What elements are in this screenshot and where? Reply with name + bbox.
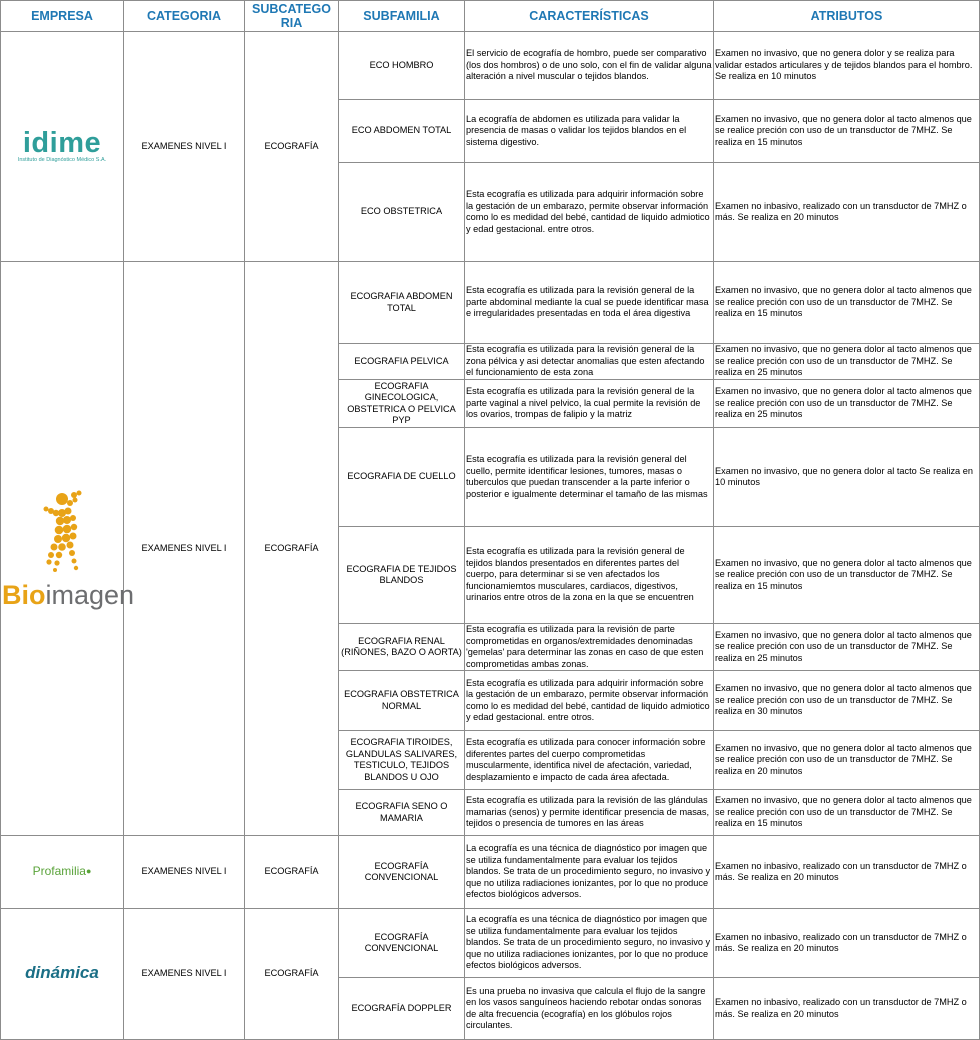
subfamilia-cell: ECOGRAFIA RENAL (RIÑONES, BAZO O AORTA) xyxy=(339,624,465,671)
subfamilia-cell: ECO OBSTETRICA xyxy=(339,163,465,262)
caracteristicas-cell: La ecografía de abdomen es utilizada para validar la presencia de masas o validar los tejidos blandos en el sistema digestivo. xyxy=(465,100,714,163)
atributos-cell: Examen no invasivo, que no genera dolor al tacto almenos que se realice preción con uso de un transductor de 7MHZ. Se realiza en 15 minutos xyxy=(714,262,980,344)
caracteristicas-cell: El servicio de ecografía de hombro, puede ser comparativo (los dos hombros) o de uno solo, con el fin de validar alguna alteración a nivel muscular o tejidos blandos. xyxy=(465,32,714,100)
subfamilia-cell: ECOGRAFÍA CONVENCIONAL xyxy=(339,909,465,978)
caracteristicas-cell: Esta ecografía es utilizada para conocer información sobre diferentes partes del cuerpo comprometidas muscularmente, identifica nivel de afectación, variedad, desplazamiento e impacto de cada área afectada. xyxy=(465,731,714,790)
table-row xyxy=(1,909,980,978)
header-subcategoria: SUBCATEGORIA xyxy=(245,1,339,32)
header-atributos: ATRIBUTOS xyxy=(714,1,980,32)
subfamilia-cell: ECO HOMBRO xyxy=(339,32,465,100)
atributos-cell: Examen no invasivo, que no genera dolor y se realiza para validar estados articulares y de tejidos blandos para el hombro. Se realiza en 10 minutos xyxy=(714,32,980,100)
atributos-cell: Examen no invasivo, que no genera dolor al tacto almenos que se realice preción con uso de un transductor de 7MHZ. Se realiza en 15 minutos xyxy=(714,527,980,624)
atributos-cell: Examen no invasivo, que no genera dolor al tacto almenos que se realice preción con uso de un transductor de 7MHZ. Se realiza en 20 minutos xyxy=(714,731,980,790)
profamilia-logo: Profamilia● xyxy=(1,836,124,909)
subfamilia-cell: ECOGRAFIA GINECOLOGICA, OBSTETRICA O PELVICA PYP xyxy=(339,380,465,428)
categoria-cell: EXAMENES NIVEL I xyxy=(124,836,245,909)
table-row xyxy=(1,262,980,344)
subfamilia-cell: ECOGRAFIA DE CUELLO xyxy=(339,428,465,527)
subcategoria-cell: ECOGRAFÍA xyxy=(245,262,339,836)
subcategoria-cell: ECOGRAFÍA xyxy=(245,32,339,262)
subfamilia-cell: ECOGRAFIA SENO O MAMARIA xyxy=(339,790,465,836)
subfamilia-cell: ECOGRAFIA TIROIDES, GLANDULAS SALIVARES, TESTICULO, TEJIDOS BLANDOS U OJO xyxy=(339,731,465,790)
atributos-cell: Examen no invasivo, que no genera dolor al tacto almenos que se realice preción con uso de un transductor de 7MHZ. Se realiza en 25 minutos xyxy=(714,380,980,428)
idime-logo: idime Instituto de Diagnóstico Médico S.A. xyxy=(1,32,124,262)
bioimagen-logo: Bioimagen xyxy=(1,262,124,836)
caracteristicas-cell: Esta ecografía es utilizada para la revisión de parte comprometidas en organos/extremidades denominadas 'gemelas' para determinar las zonas en caso de que esten comprometidas ambas zonas. xyxy=(465,624,714,671)
caracteristicas-cell: Esta ecografía es utilizada para la revisión general de tejidos blandos presentados en diferentes partes del cuerpo, para determinar si se ven afectados los funcionamiemtos musculares, cardiacos, digestivos, urinarios entre otros de la zona en la que se encuentren xyxy=(465,527,714,624)
caracteristicas-cell: Esta ecografía es utilizada para la revisión general de la zona pélvica y asi detectar anomalias que esten afectando el funcionamiento de esta zona xyxy=(465,344,714,380)
atributos-cell: Examen no invasivo, que no genera dolor al tacto almenos que se realice preción con uso de un transductor de 7MHZ. Se realiza en 25 minutos xyxy=(714,624,980,671)
caracteristicas-cell: Esta ecografía es utilizada para la revisión general de la parte abdominal mediante la cual se puede identificar masa e irregularidades presentadas en toda el área digestiva xyxy=(465,262,714,344)
header-caracteristicas: CARACTERÍSTICAS xyxy=(465,1,714,32)
subfamilia-cell: ECOGRAFIA PELVICA xyxy=(339,344,465,380)
bioimagen-figure-icon xyxy=(32,489,92,579)
atributos-cell: Examen no inbasivo, realizado con un transductor de 7MHZ o más. Se realiza en 20 minutos xyxy=(714,163,980,262)
atributos-cell: Examen no invasivo, que no genera dolor al tacto almenos que se realice preción con uso de un transductor de 7MHZ. Se realiza en 30 minutos xyxy=(714,671,980,731)
header-categoria: CATEGORIA xyxy=(124,1,245,32)
header-row xyxy=(1,1,980,32)
subfamilia-cell: ECOGRAFÍA CONVENCIONAL xyxy=(339,836,465,909)
profamilia-leaf-icon: ● xyxy=(85,865,92,876)
header-empresa: EMPRESA xyxy=(1,1,124,32)
atributos-cell: Examen no inbasivo, realizado con un transductor de 7MHZ o más. Se realiza en 20 minutos xyxy=(714,836,980,909)
dinamica-logo: dinámica xyxy=(1,909,124,1040)
subfamilia-cell: ECOGRAFIA DE TEJIDOS BLANDOS xyxy=(339,527,465,624)
atributos-cell: Examen no invasivo, que no genera dolor al tacto almenos que se realice preción con uso de un transductor de 7MHZ. Se realiza en 25 minutos xyxy=(714,344,980,380)
subfamilia-cell: ECOGRAFIA ABDOMEN TOTAL xyxy=(339,262,465,344)
caracteristicas-cell: Es una prueba no invasiva que calcula el flujo de la sangre en los vasos sanguíneos haciendo rebotar ondas sonoras de alta frecuencia (ecografía) en los glóbulos rojos circulantes. xyxy=(465,978,714,1040)
subfamilia-cell: ECOGRAFÍA DOPPLER xyxy=(339,978,465,1040)
caracteristicas-cell: Esta ecografía es utilizada para la revisión de las glándulas mamarias (senos) y permite identificar presencia de masas, tejidos o presencia de tumores en las áreas xyxy=(465,790,714,836)
atributos-cell: Examen no invasivo, que no genera dolor al tacto Se realiza en 10 minutos xyxy=(714,428,980,527)
categoria-cell: EXAMENES NIVEL I xyxy=(124,909,245,1040)
subfamilia-cell: ECOGRAFIA OBSTETRICA NORMAL xyxy=(339,671,465,731)
header-subfamilia: SUBFAMILIA xyxy=(339,1,465,32)
caracteristicas-cell: Esta ecografía es utilizada para adquirir información sobre la gestación de un embarazo, permite observar información como lo es medidad del bebé, cantidad de liquido admiotico y edad gestacional. entre otros. xyxy=(465,671,714,731)
atributos-cell: Examen no inbasivo, realizado con un transductor de 7MHZ o más. Se realiza en 20 minutos xyxy=(714,978,980,1040)
subfamilia-cell: ECO ABDOMEN TOTAL xyxy=(339,100,465,163)
subcategoria-cell: ECOGRAFÍA xyxy=(245,836,339,909)
caracteristicas-cell: La ecografía es una técnica de diagnóstico por imagen que se utiliza fundamentalmente para evaluar los tejidos blandos. Se trata de un procedimiento seguro, no invasivo y que no utiliza radiaciones ionizantes, por lo que no produce efectos biológicos adversos. xyxy=(465,836,714,909)
categoria-cell: EXAMENES NIVEL I xyxy=(124,262,245,836)
table-row xyxy=(1,836,980,909)
caracteristicas-cell: Esta ecografía es utilizada para la revisión general del cuello, permite identificar lesiones, tumores, masas o tuberculos que puedan transcender a la parte inferior o posterior e igualmente determinar el tamaño de las mismas xyxy=(465,428,714,527)
table-row xyxy=(1,32,980,100)
atributos-cell: Examen no invasivo, que no genera dolor al tacto almenos que se realice preción con uso de un transductor de 7MHZ. Se realiza en 15 minutos xyxy=(714,790,980,836)
categoria-cell: EXAMENES NIVEL I xyxy=(124,32,245,262)
subcategoria-cell: ECOGRAFÍA xyxy=(245,909,339,1040)
atributos-cell: Examen no invasivo, que no genera dolor al tacto almenos que se realice preción con uso de un transductor de 7MHZ. Se realiza en 15 minutos xyxy=(714,100,980,163)
caracteristicas-cell: La ecografía es una técnica de diagnóstico por imagen que se utiliza fundamentalmente para evaluar los tejidos blandos. Se trata de un procedimiento seguro, no invasivo y que no utiliza radiaciones ionizantes, por lo que no produce efectos biológicos adversos. xyxy=(465,909,714,978)
atributos-cell: Examen no inbasivo, realizado con un transductor de 7MHZ o más. Se realiza en 20 minutos xyxy=(714,909,980,978)
caracteristicas-cell: Esta ecografía es utilizada para la revisión general de la parte vaginal a nivel pelvico, la cual permite la revisión de los ovarios, trompas de falipio y la matriz xyxy=(465,380,714,428)
caracteristicas-cell: Esta ecografía es utilizada para adquirir información sobre la gestación de un embarazo, permite observar información como lo es medidad del bebé, cantidad de liquido admiotico y edad gestacional. entre otros. xyxy=(465,163,714,262)
